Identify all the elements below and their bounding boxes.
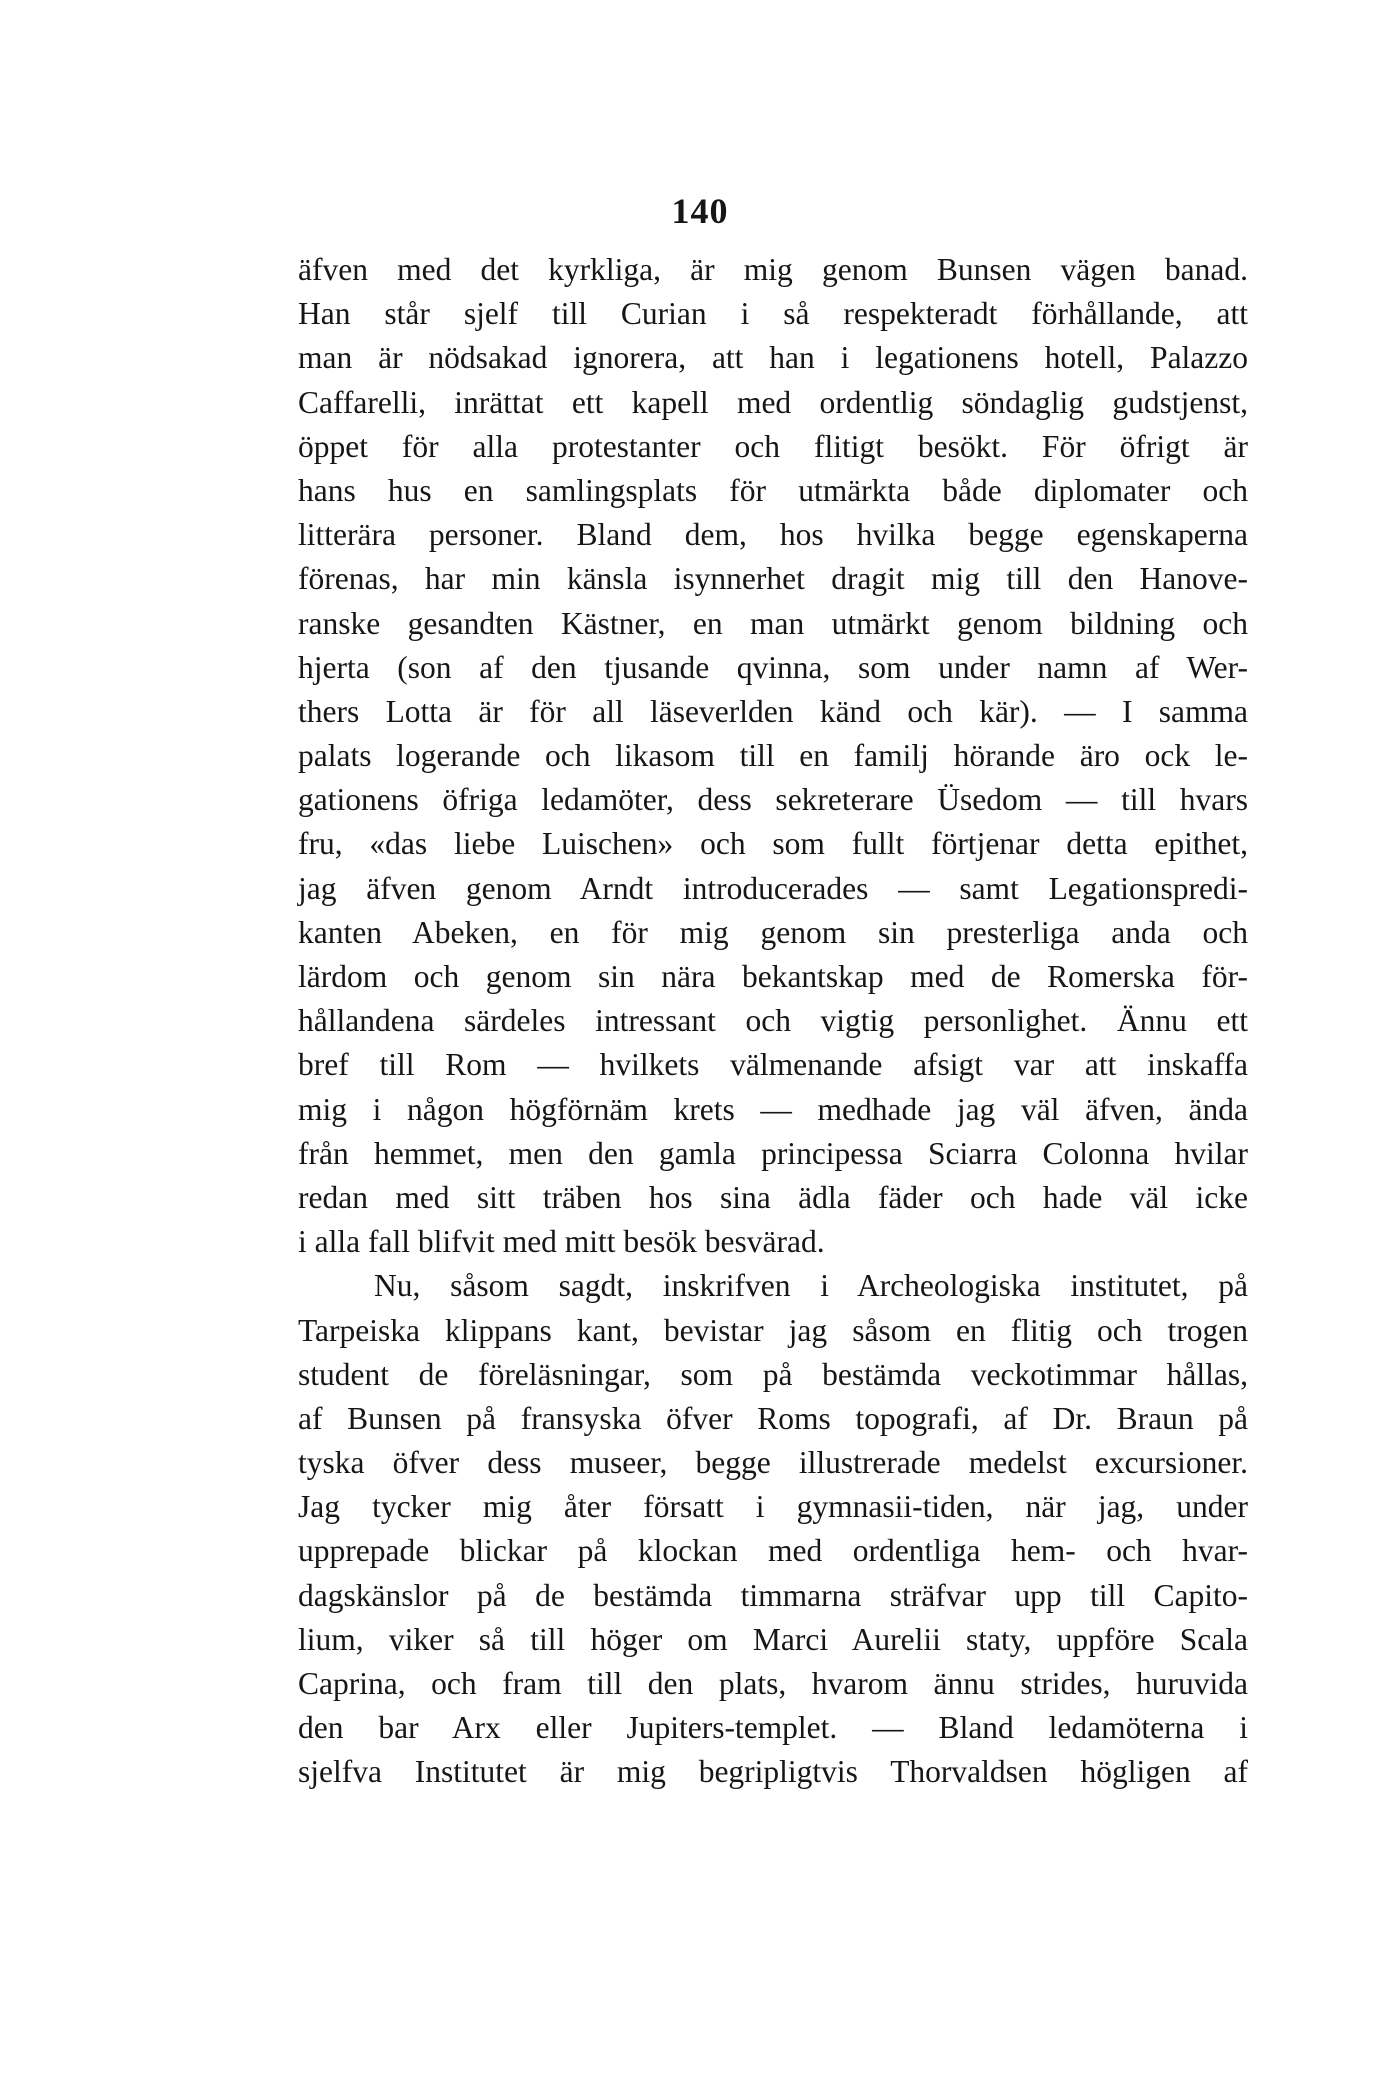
paragraph	[298, 248, 1248, 1264]
text-line: mig i någon högförnäm krets — medhade jag väl äfven, ända	[298, 1091, 1248, 1127]
text-line: den bar Arx eller Jupiters-templet. — Bland ledamöterna i	[298, 1710, 1248, 1746]
text-line: äfven med det kyrkliga, är mig genom Bunsen vägen banad.	[298, 252, 1248, 287]
text-line: student de föreläsningar, som på bestämda veckotimmar hållas,	[298, 1356, 1248, 1392]
text-line: man är nödsakad ignorera, att han i legationens hotell, Palazzo	[298, 340, 1248, 376]
text-line: förenas, har min känsla isynnerhet dragit mig till den Hanove-	[298, 561, 1248, 597]
text-line: jag äfven genom Arndt introducerades — samt Legationspredi-	[298, 870, 1248, 906]
text-line: hållandena särdeles intressant och vigtig personlighet. Ännu ett	[298, 1003, 1248, 1039]
text-line: bref till Rom — hvilkets välmenande afsigt var att inskaffa	[298, 1047, 1248, 1083]
text-line: öppet för alla protestanter och flitigt besökt. För öfrigt är	[298, 428, 1248, 464]
text-line: hjerta (son af den tjusande qvinna, som under namn af Wer-	[298, 649, 1248, 685]
text-line: Caffarelli, inrättat ett kapell med ordentlig söndaglig gudstjenst,	[298, 384, 1248, 420]
text-line: litterära personer. Bland dem, hos hvilka begge egenskaperna	[298, 517, 1248, 553]
text-line: i alla fall blifvit med mitt besök besvärad.	[298, 1224, 825, 1260]
text-line: tyska öfver dess museer, begge illustrerade medelst excursioner.	[298, 1445, 1248, 1481]
text-line: hans hus en samlingsplats för utmärkta både diplomater och	[298, 472, 1248, 508]
text-line: upprepade blickar på klockan med ordentliga hem- och hvar-	[298, 1533, 1248, 1569]
text-line: redan med sitt träben hos sina ädla fäder och hade väl icke	[298, 1179, 1248, 1215]
text-line: gationens öfriga ledamöter, dess sekreterare Üsedom — till hvars	[298, 782, 1248, 818]
text-line: från hemmet, men den gamla principessa Sciarra Colonna hvilar	[298, 1135, 1248, 1171]
text-line: lärdom och genom sin nära bekantskap med de Romerska för-	[298, 959, 1248, 994]
text-line: Han står sjelf till Curian i så respekteradt förhållande, att	[298, 296, 1248, 332]
text-line: palats logerande och likasom till en familj hörande äro ock le-	[298, 738, 1248, 774]
text-line: Jag tycker mig åter försatt i gymnasii-tiden, när jag, under	[298, 1489, 1248, 1525]
text-line: af Bunsen på fransyska öfver Roms topografi, af Dr. Braun på	[298, 1400, 1248, 1436]
text-line: ranske gesandten Kästner, en man utmärkt genom bildning och	[298, 605, 1248, 641]
text-line: sjelfva Institutet är mig begripligtvis Thorvaldsen högligen af	[298, 1754, 1248, 1790]
paragraph	[298, 1264, 1248, 1794]
text-line: dagskänslor på de bestämda timmarna sträfvar upp till Capito-	[298, 1577, 1248, 1613]
text-line: kanten Abeken, en för mig genom sin presterliga anda och	[298, 914, 1248, 950]
text-line: lium, viker så till höger om Marci Aurelii staty, uppföre Scala	[298, 1621, 1248, 1657]
body-text	[298, 248, 1248, 1795]
text-line: Caprina, och fram till den plats, hvarom ännu strides, huruvida	[298, 1666, 1248, 1701]
text-line: thers Lotta är för all läseverlden känd och kär). — I samma	[298, 693, 1248, 729]
page-number: 140	[671, 191, 729, 231]
text-line: Nu, såsom sagdt, inskrifven i Archeologiska institutet, på	[374, 1268, 1248, 1304]
text-line: fru, «das liebe Luischen» och som fullt förtjenar detta epithet,	[298, 826, 1248, 862]
text-line: Tarpeiska klippans kant, bevistar jag såsom en flitig och trogen	[298, 1312, 1248, 1348]
